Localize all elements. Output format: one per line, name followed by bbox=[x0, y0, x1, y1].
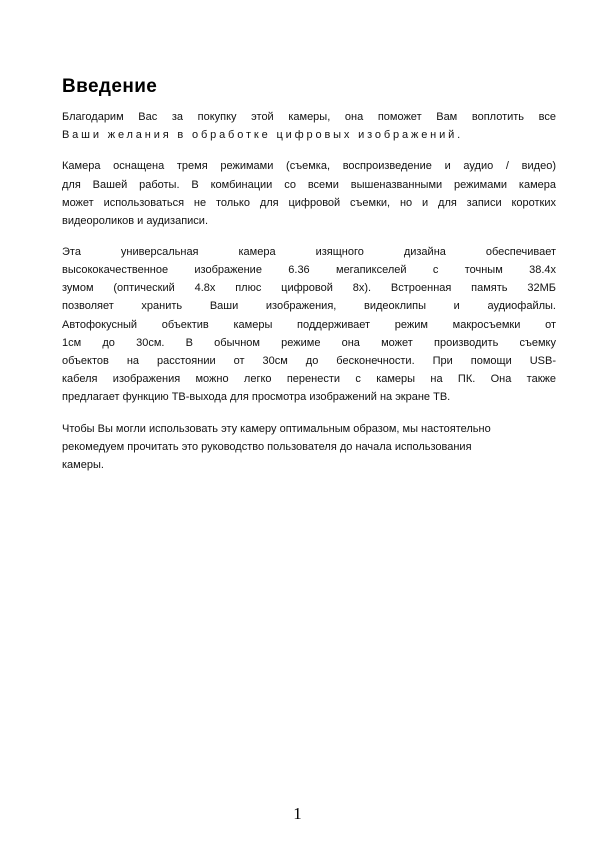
paragraph-2-line-2: для Вашей работы. В комбинации со всеми вышеназванными режимами камера bbox=[62, 179, 556, 191]
page-number: 1 bbox=[293, 804, 302, 823]
paragraph-3-line-1: Эта универсальная камера изящного дизайна обеспечивает bbox=[62, 246, 556, 258]
paragraph-3-line-6: 1см до 30см. В обычном режиме она может производить съемку bbox=[62, 337, 556, 349]
paragraph-3-line-4: позволяет хранить Ваши изображения, видеоклипы и аудиофайлы. bbox=[62, 300, 556, 312]
paragraph-2-line-1: Камера оснащена тремя режимами (съемка, воспроизведение и аудио / видео) bbox=[62, 160, 556, 172]
paragraph-3-line-9: предлагает функцию ТВ-выхода для просмотра изображений на экране ТВ. bbox=[62, 391, 451, 403]
paragraph-3-line-8: кабеля изображения можно легко перенести с камеры на ПК. Она также bbox=[62, 373, 556, 385]
paragraph-3-line-2: высококачественное изображение 6.36 мегапикселей с точным 38.4x bbox=[62, 264, 556, 276]
paragraph-4-line-1: Чтобы Вы могли использовать эту камеру оптимальным образом, мы настоятельно bbox=[62, 423, 491, 435]
paragraph-3-line-5: Автофокусный объектив камеры поддерживает режим макросъемки от bbox=[62, 319, 556, 331]
paragraph-2-line-3: может использоваться не только для цифровой съемки, но и для записи коротких bbox=[62, 197, 556, 209]
paragraph-4-line-3: камеры. bbox=[62, 459, 104, 471]
paragraph-3-line-7: объектов на расстоянии от 30см до бесконечности. При помощи USB- bbox=[62, 355, 556, 367]
page-title: Введение bbox=[62, 76, 158, 97]
paragraph-3-line-3: зумом (оптический 4.8x плюс цифровой 8x). Встроенная память 32МБ bbox=[62, 282, 556, 294]
paragraph-4-line-2: рекомедуем прочитать это руководство пользователя до начала использования bbox=[62, 441, 472, 453]
paragraph-1-line-2: Ваши желания в обработке цифровых изображений. bbox=[62, 129, 463, 141]
paragraph-1-line-1: Благодарим Вас за покупку этой камеры, она поможет Вам воплотить все bbox=[62, 111, 556, 123]
paragraph-2-line-4: видеороликов и аудизаписи. bbox=[62, 215, 209, 227]
